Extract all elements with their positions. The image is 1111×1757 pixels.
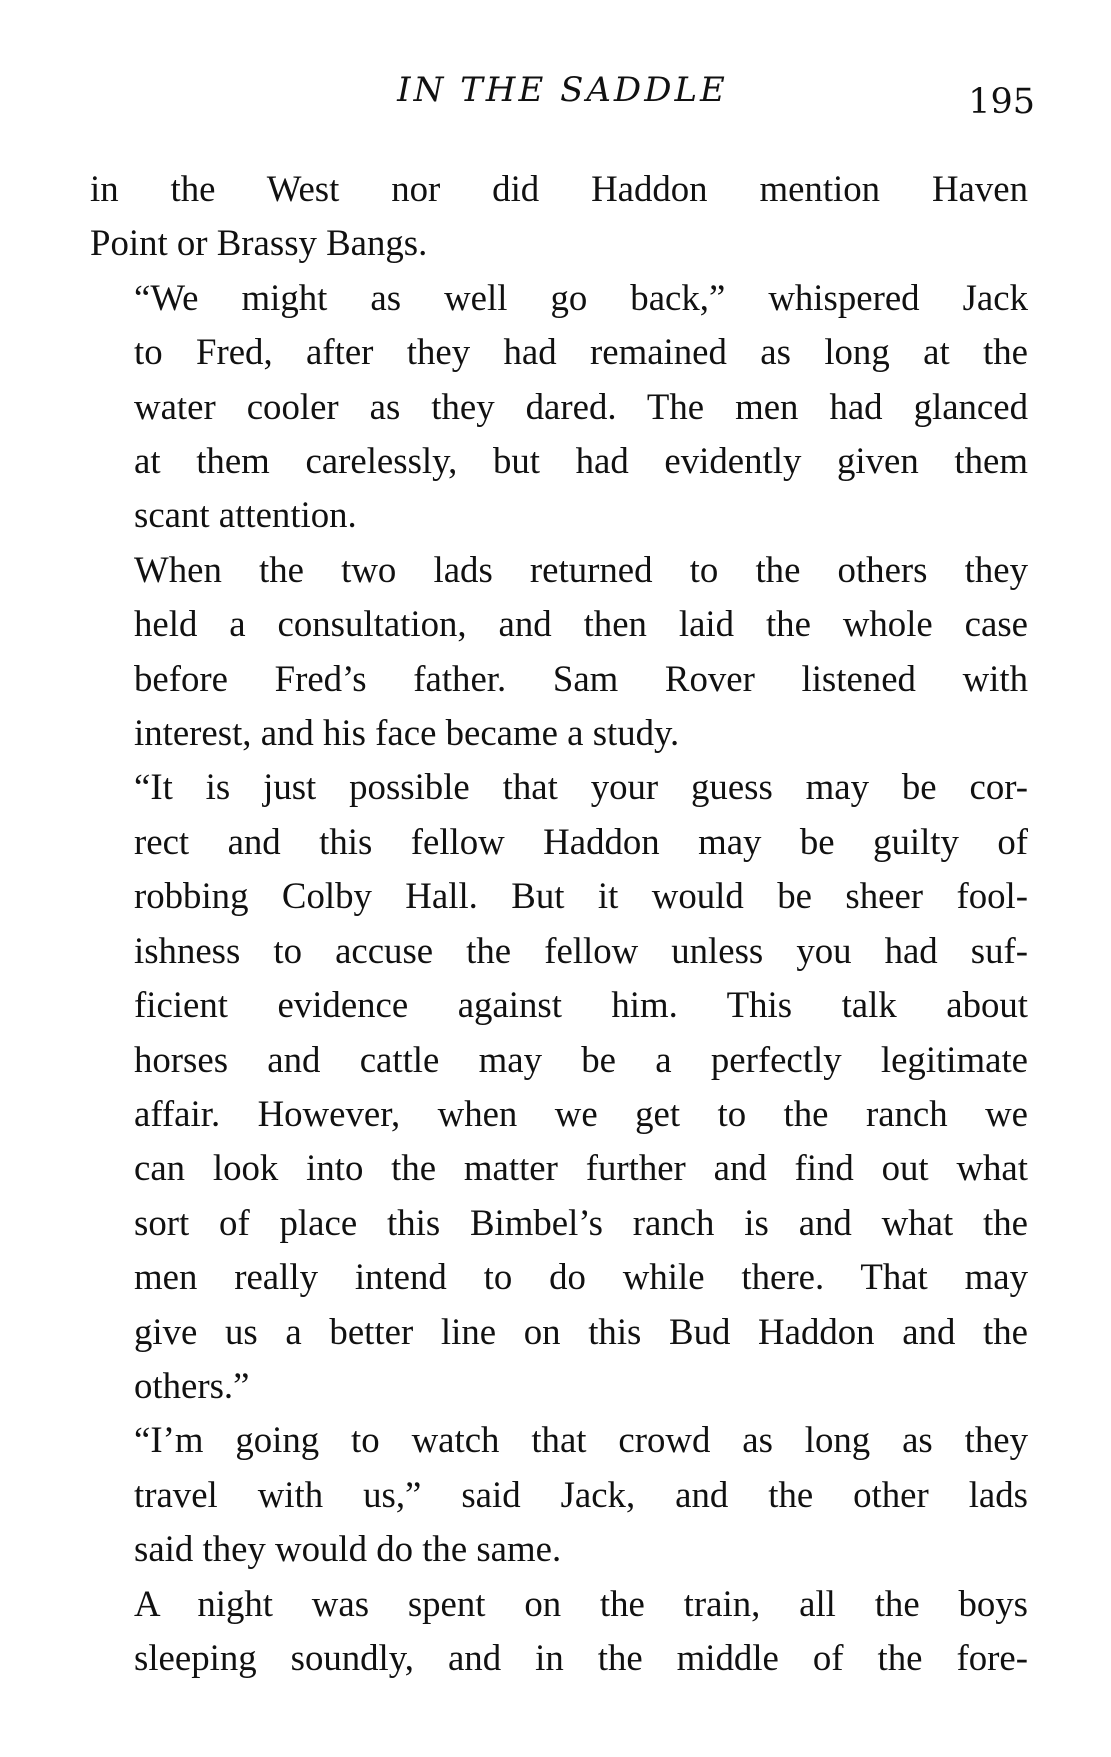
- text-line: robbing Colby Hall. But it would be sheer fool-: [134, 875, 1028, 917]
- paragraph: [90, 1577, 1028, 1686]
- text-line: “It is just possible that your guess may be cor-: [134, 766, 1028, 808]
- text-line: sort of place this Bimbel’s ranch is and what the: [134, 1201, 1028, 1243]
- text-line: A night was spent on the train, all the boys: [134, 1582, 1028, 1624]
- text-line: can look into the matter further and find out what: [134, 1147, 1028, 1189]
- text-line: rect and this fellow Haddon may be guilty of: [134, 820, 1028, 862]
- text-line: horses and cattle may be a perfectly legitimate: [134, 1038, 1028, 1080]
- text-line: others.”: [134, 1364, 250, 1406]
- text-line: Point or Brassy Bangs.: [90, 222, 428, 264]
- text-line: “We might as well go back,” whispered Jack: [134, 276, 1028, 318]
- paragraph: [90, 543, 1028, 761]
- text-line: to Fred, after they had remained as long at the: [134, 331, 1028, 373]
- text-line: affair. However, when we get to the ranch we: [134, 1092, 1028, 1134]
- text-line: said they would do the same.: [134, 1528, 562, 1570]
- body-text: [90, 162, 1028, 1685]
- text-line: sleeping soundly, and in the middle of the fore-: [134, 1636, 1028, 1678]
- text-line: “I’m going to watch that crowd as long as they: [134, 1419, 1028, 1461]
- paragraph: [90, 271, 1028, 543]
- text-line: held a consultation, and then laid the whole case: [134, 603, 1028, 645]
- text-line: at them carelessly, but had evidently given them: [134, 440, 1028, 482]
- text-line: When the two lads returned to the others they: [134, 548, 1028, 590]
- text-line: ficient evidence against him. This talk about: [134, 984, 1028, 1026]
- text-line: give us a better line on this Bud Haddon and the: [134, 1310, 1028, 1352]
- text-line: interest, and his face became a study.: [134, 712, 680, 754]
- paragraph: [90, 1413, 1028, 1576]
- text-line: ishness to accuse the fellow unless you had suf-: [134, 929, 1028, 971]
- text-line: in the West nor did Haddon mention Haven: [90, 168, 1028, 209]
- page-header: [90, 58, 1035, 122]
- text-line: scant attention.: [134, 494, 357, 536]
- paragraph: [90, 760, 1028, 1413]
- text-line: travel with us,” said Jack, and the other lads: [134, 1473, 1028, 1515]
- running-title: IN THE SADDLE: [397, 70, 728, 110]
- page-number: 195: [968, 82, 1035, 122]
- text-line: water cooler as they dared. The men had glanced: [134, 385, 1028, 427]
- text-line: before Fred’s father. Sam Rover listened with: [134, 657, 1028, 699]
- text-line: men really intend to do while there. That may: [134, 1256, 1028, 1298]
- paragraph: [90, 162, 1028, 271]
